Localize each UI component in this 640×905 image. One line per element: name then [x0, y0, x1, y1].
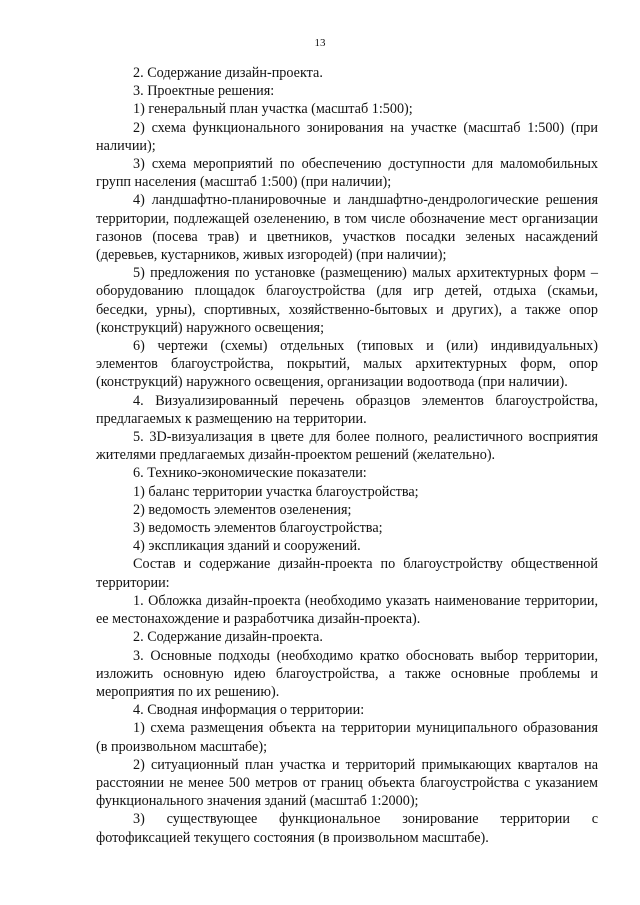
paragraph: 3) ведомость элементов благоустройства; — [133, 520, 383, 537]
paragraph: 3. Основные подходы (необходимо кратко обосновать выбор территории, изложить основную идею благоустройства, а также основные проблемы и мероприятия по их решению). — [96, 647, 598, 700]
paragraph: 2) ситуационный план участка и территорий примыкающих кварталов на расстоянии не менее 500 метров от границ объекта благоустройства с указанием функционального значения зданий (масштаб 1:2000); — [96, 756, 598, 810]
paragraph: 1. Обложка дизайн-проекта (необходимо указать наименование территории, ее местонахождение и разработчика дизайн-проекта). — [96, 592, 598, 628]
paragraph: 1) схема размещения объекта на территории муниципального образования (в произвольном масштабе); — [96, 720, 598, 755]
paragraph: 2. Содержание дизайн-проекта. — [133, 629, 323, 646]
paragraph: 4) ландшафтно-планировочные и ландшафтно-дендрологические решения территории, подлежащей озеленению, в том числе обозначение мест организации газонов (посева трав) и цветников, участков посадки зеленых насаждений (деревьев, кустарников, живых изгородей) (при наличии); — [96, 192, 598, 264]
paragraph: 2) схема функционального зонирования на участке (масштаб 1:500) (при наличии); — [96, 119, 598, 154]
paragraph: 2) ведомость элементов озеленения; — [133, 501, 352, 518]
paragraph: 4) экспликация зданий и сооружений. — [133, 538, 361, 555]
paragraph: 6) чертежи (схемы) отдельных (типовых и (или) индивидуальных) элементов благоустройства, покрытий, малых архитектурных форм, опор (конструкций) наружного освещения, организации водоотвода (при наличии). — [96, 338, 598, 391]
page-number: 13 — [314, 37, 326, 49]
paragraph: 6. Технико-экономические показатели: — [133, 465, 367, 482]
paragraph: 1) баланс территории участка благоустройства; — [133, 483, 419, 500]
paragraph: Состав и содержание дизайн-проекта по благоустройству общественной территории: — [96, 556, 598, 591]
paragraph: 4. Визуализированный перечень образцов элементов благоустройства, предлагаемых к размещению на территории. — [96, 392, 598, 427]
paragraph: 5. 3D-визуализация в цвете для более полного, реалистичного восприятия жителями предлагаемых дизайн-проектом решений (желательно). — [96, 429, 598, 464]
paragraph: 3) схема мероприятий по обеспечению доступности для маломобильных групп населения (масштаб 1:500) (при наличии); — [96, 156, 598, 191]
paragraph: 3) существующее функциональное зонирование территории с фотофиксацией текущего состояния (в произвольном масштабе). — [96, 811, 598, 846]
paragraph: 5) предложения по установке (размещению) малых архитектурных форм – оборудованию площадок благоустройства (для игр детей, отдыха (скамьи, беседки, урны), спортивных, хозяйственно-бытовых и других), а также опор (конструкций) наружного освещения; — [96, 265, 598, 336]
paragraph: 4. Сводная информация о территории: — [133, 702, 365, 719]
paragraph: 1) генеральный план участка (масштаб 1:500); — [133, 101, 413, 118]
document-body — [96, 64, 598, 847]
paragraph: 3. Проектные решения: — [133, 83, 275, 100]
paragraph: 2. Содержание дизайн-проекта. — [133, 65, 323, 81]
